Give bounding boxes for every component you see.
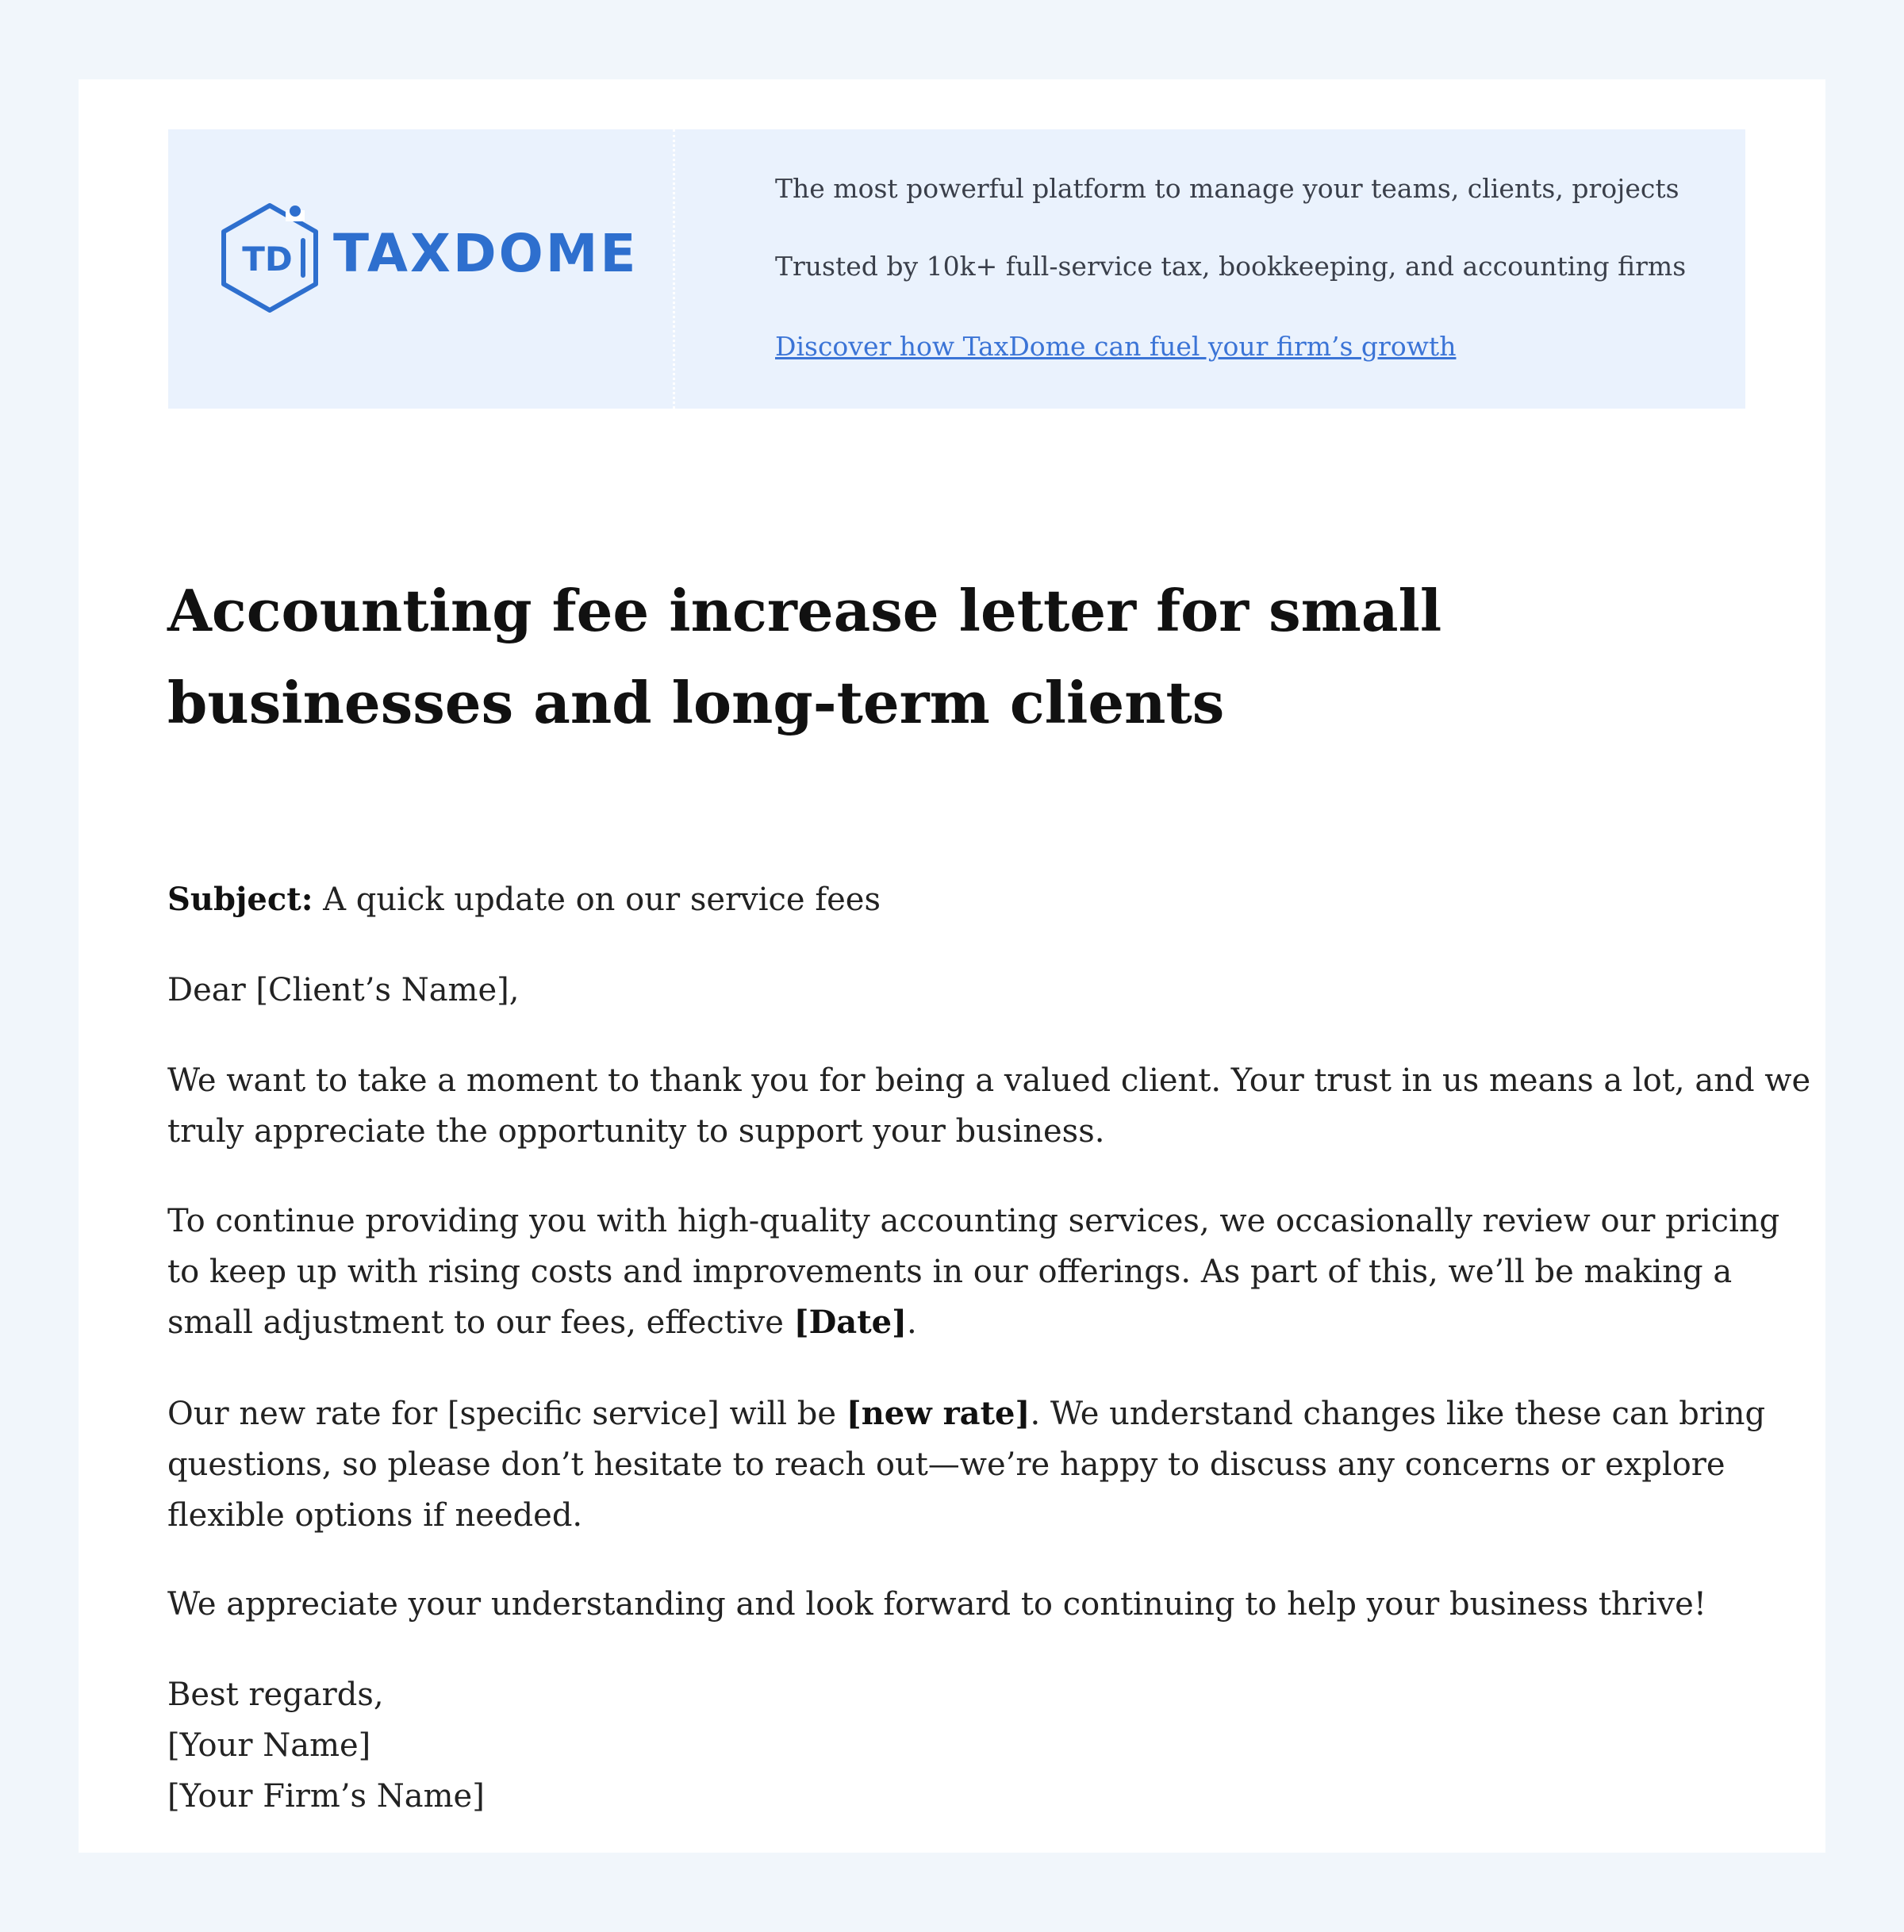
taxdome-logo[interactable] <box>214 199 643 318</box>
paragraph-new-rate-text: Our new rate for [specific service] will be <box>167 1396 846 1432</box>
signoff: Best regards, <box>167 1677 384 1713</box>
sign-firm: [Your Firm’s Name] <box>167 1778 485 1815</box>
signature-block <box>167 1669 1818 1822</box>
subject-line <box>167 874 1818 925</box>
discover-link[interactable]: Discover how TaxDome can fuel your firm’s growth <box>775 331 1457 362</box>
tagline-platform: The most powerful platform to manage your teams, clients, projects <box>775 173 1679 204</box>
paragraph-pricing-text: To continue providing you with high-quality accounting services, we occasionally review our pricing to keep up with rising costs and improvements in our offerings. As part of this, we’ll be making a small adjustment to our fees, effective <box>167 1203 1780 1341</box>
paragraph-thanks: We want to take a moment to thank you for being a valued client. Your trust in us means a lot, and we truly appreciate the opportunity to support your business. <box>167 1062 1811 1150</box>
new-rate-placeholder: [new rate] <box>846 1395 1031 1432</box>
paragraph-new-rate-rest: . We understand changes like these can bring questions, so please don’t hesitate to reach out—we’re happy to discuss any concerns or explore flexible options if needed. <box>167 1396 1766 1534</box>
subject-label: Subject: <box>167 881 313 918</box>
logo-monogram: TD <box>242 240 293 278</box>
paragraph-closing: We appreciate your understanding and look forward to continuing to help your business thrive! <box>167 1586 1706 1623</box>
letter-card <box>79 79 1825 1853</box>
date-placeholder: [Date] <box>793 1304 908 1341</box>
hexagon-monogram-icon <box>214 199 325 318</box>
page-title: Accounting fee increase letter for small businesses and long-term clients <box>167 577 1442 736</box>
sign-name: [Your Name] <box>167 1727 371 1764</box>
tagline-trusted: Trusted by 10k+ full-service tax, bookkeeping, and accounting firms <box>775 251 1687 282</box>
subject-value: A quick update on our service fees <box>313 881 881 918</box>
banner-divider <box>673 129 675 409</box>
greeting: Dear [Client’s Name], <box>167 972 520 1008</box>
paragraph-pricing-end: . <box>907 1304 917 1341</box>
logo-wordmark: TAXDOME <box>333 223 639 284</box>
paragraph-pricing <box>167 1196 1818 1348</box>
promo-banner <box>168 129 1745 409</box>
paragraph-new-rate <box>167 1389 1818 1541</box>
